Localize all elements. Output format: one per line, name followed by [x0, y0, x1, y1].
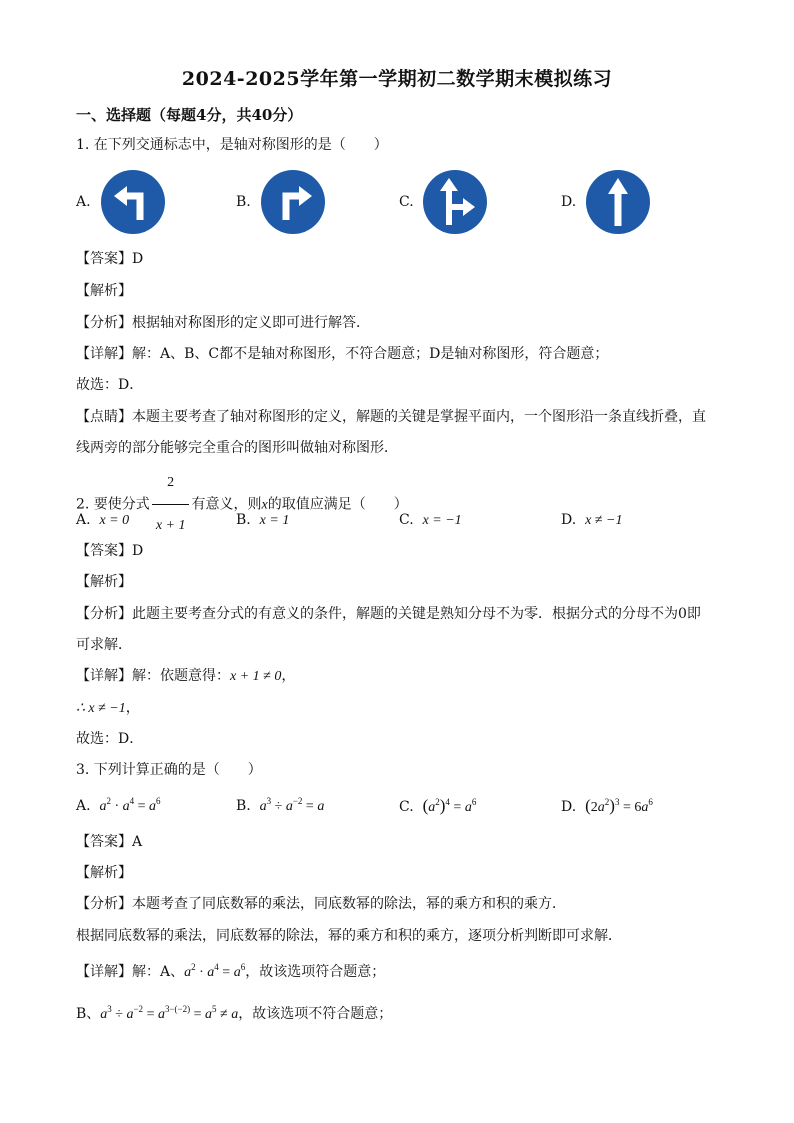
q1-detail: 【详解】解：A、B、C都不是轴对称图形，不符合题意；D是轴对称图形，符合题意； — [76, 346, 609, 362]
q1-analysis-heading: 【解析】 — [76, 283, 132, 299]
q2-fraction-denominator: x + 1 — [152, 504, 190, 546]
q2-analysis-line2: 可求解． — [76, 637, 132, 653]
q3-option-c-expr: $(a^2)^4 = a^6$ — [422, 796, 477, 815]
q2-stem-post: 的取值应满足（ ） — [267, 496, 408, 513]
q2-stem — [76, 463, 408, 546]
q1-answer: 【答案】D — [76, 251, 144, 267]
q1-option-b-label: B. — [236, 194, 251, 210]
q3-option-a — [76, 796, 161, 817]
q2-option-a — [76, 510, 129, 531]
q3-option-d-expr: $(2a^2)^3 = 6a^6$ — [585, 796, 653, 815]
q2-analysis-line1: 【分析】此题主要考查分式的有意义的条件，解题的关键是熟知分母不为零．根据分式的分母不为0即 — [76, 606, 701, 622]
q3-analysis-heading: 【解析】 — [76, 865, 132, 881]
q1-choice: 故选：D． — [76, 377, 144, 393]
page-title: 2024-2025学年第一学期初二数学期末模拟练习 — [181, 68, 613, 90]
q3-detail-b — [76, 1004, 392, 1025]
q3-detail-a — [76, 962, 385, 983]
q2-option-b-expr: x = 1 — [259, 513, 290, 528]
q1-option-c-label: C. — [399, 194, 414, 210]
q2-therefore-expr: ∴ x ≠ −1 — [76, 701, 126, 716]
q2-option-a-label: A. — [76, 512, 91, 528]
q2-stem-mid: 有意义，则 — [191, 496, 262, 513]
q2-option-b-label: B. — [236, 512, 251, 528]
q1-stem: 1. 在下列交通标志中，是轴对称图形的是（ ） — [76, 137, 388, 153]
q2-option-d-label: D. — [561, 512, 577, 528]
q3-option-d — [561, 796, 653, 818]
q3-detail-b-pre: B、 — [76, 1006, 101, 1022]
q2-option-c-label: C. — [399, 512, 414, 528]
q3-analysis-line2: 根据同底数幂的乘法，同底数幂的除法，幂的乘方和积的乘方，逐项分析判断即可求解． — [76, 928, 622, 944]
q2-therefore-post: ， — [125, 700, 140, 716]
turn-left-sign-icon — [100, 169, 166, 235]
q3-answer: 【答案】A — [76, 834, 143, 850]
q2-detail-expr: x + 1 ≠ 0 — [230, 669, 282, 684]
turn-right-sign-icon — [260, 169, 326, 235]
q1-analysis: 【分析】根据轴对称图形的定义即可进行解答． — [76, 315, 370, 331]
q2-option-a-expr: x = 0 — [99, 513, 130, 528]
q3-stem: 3. 下列计算正确的是（ ） — [76, 762, 262, 778]
q3-detail-a-pre: 【详解】解：A、 — [76, 964, 185, 980]
q2-detail-post: ， — [281, 668, 296, 684]
q2-fraction — [152, 463, 190, 546]
q2-answer: 【答案】D — [76, 543, 144, 559]
q3-option-c-label: C. — [399, 799, 414, 815]
q1-option-a-label: A. — [76, 194, 91, 210]
q3-option-b-expr: $a^3 \div a^{-2} = a$ — [259, 796, 325, 814]
q3-detail-a-post: ，故该选项符合题意； — [245, 964, 386, 980]
section-heading: 一、选择题（每题4分，共40分） — [76, 106, 303, 124]
q1-remark-line2: 线两旁的部分能够完全重合的图形叫做轴对称图形． — [76, 440, 398, 456]
straight-ahead-sign-icon — [585, 169, 651, 235]
q3-option-a-label: A. — [76, 798, 91, 814]
q3-option-c — [399, 796, 476, 818]
q2-option-c-expr: x = −1 — [422, 513, 462, 528]
q2-option-d — [561, 510, 622, 531]
q2-option-c — [399, 510, 462, 531]
q2-detail — [76, 666, 295, 687]
q2-choice: 故选：D． — [76, 731, 144, 747]
q3-detail-a-expr: $a^2 \cdot a^4 = a^6$ — [184, 962, 246, 980]
q2-stem-variable: x — [261, 497, 268, 513]
q2-analysis-heading: 【解析】 — [76, 574, 132, 590]
q3-analysis-line1: 【分析】本题考查了同底数幂的乘法，同底数幂的除法，幂的乘方和积的乘方． — [76, 896, 566, 912]
q2-option-b — [236, 510, 289, 531]
q3-option-b — [236, 796, 324, 817]
q3-detail-b-expr: $a^3 \div a^{-2} = a^{3-(-2)} = a^5 \ne a$ — [100, 1004, 239, 1022]
q1-remark-line1: 【点睛】本题主要考查了轴对称图形的定义，解题的关键是掌握平面内，一个图形沿一条直线折叠，直 — [76, 409, 706, 425]
q3-detail-b-post: ，故该选项不符合题意； — [238, 1006, 393, 1022]
q2-therefore — [76, 698, 140, 719]
q3-option-b-label: B. — [236, 798, 251, 814]
q1-option-d-label: D. — [561, 194, 577, 210]
q3-option-d-label: D. — [561, 799, 577, 815]
q2-fraction-numerator: 2 — [167, 475, 175, 490]
q2-option-d-expr: x ≠ −1 — [585, 513, 623, 528]
q3-option-a-expr: $a^2 \cdot a^4 = a^6$ — [99, 796, 161, 814]
q2-stem-pre: 2. 要使分式 — [76, 496, 150, 513]
straight-or-right-sign-icon — [422, 169, 488, 235]
q2-detail-pre: 【详解】解：依题意得： — [76, 668, 230, 684]
